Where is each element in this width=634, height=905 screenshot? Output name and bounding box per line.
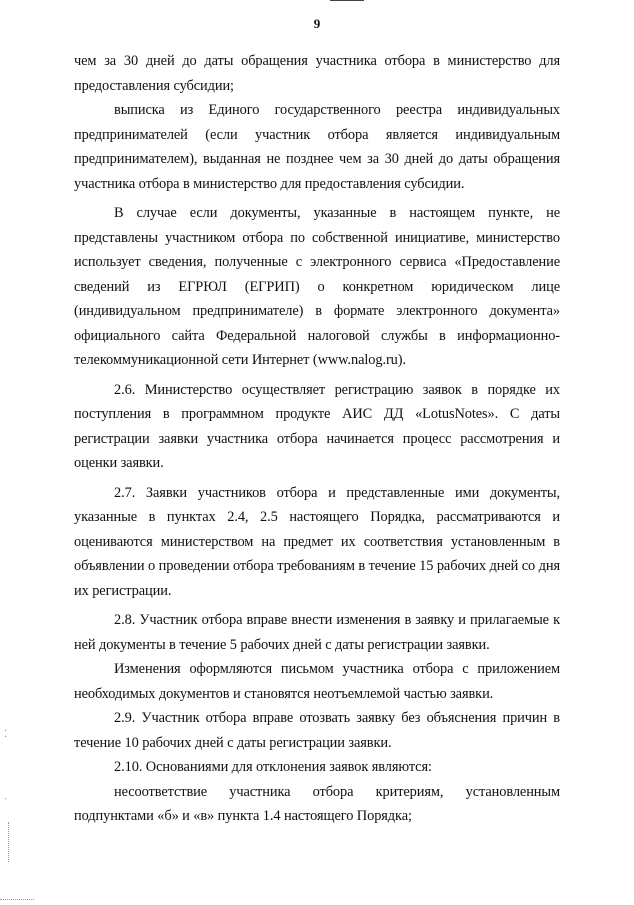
paragraph-continuation: чем за 30 дней до даты обращения участника отбора в министерство для предоставления субсидии; [74,53,560,94]
paragraph-documents-not-submitted: В случае если документы, указанные в настоящем пункте, не представлены участником отбора по собственной инициативе, министерство использует сведения, полученные с электронного сервиса «Предоставление сведений из ЕГРЮЛ (ЕГРИП) о конкретном юридическом лице (индивидуальном предпринимателе) в формате электронного документа» официального сайта Федеральной налоговой службы в информационно-телекоммуникационной сети Интернет (www.nalog.ru). [74,205,560,368]
paragraph-2-6: 2.6. Министерство осуществляет регистрацию заявок в порядке их поступления в программном продукте АИС ДД «LotusNotes». С даты регистрации заявки участника отбора начинается процесс рассмотрения и оценки заявки. [74,381,560,471]
scan-edge-line [330,0,364,1]
document-body [74,49,560,829]
scan-artifact-dots [8,822,10,862]
paragraph-egrip-extract: выписка из Единого государственного реестра индивидуальных предпринимателей (если участник отбора является индивидуальным предпринимателем), выданная не позднее чем за 30 дней до даты обращения участника отбора в министерство для предоставления субсидии. [74,102,560,192]
page-number: 9 [313,16,321,31]
paragraph-2-9: 2.9. Участник отбора вправе отозвать заявку без объяснения причин в течение 10 рабочих дней с даты регистрации заявки. [74,710,560,751]
paragraph-2-10: 2.10. Основаниями для отклонения заявок являются: [114,759,432,775]
scan-artifact-mark: ⁚ [4,729,8,740]
scan-artifact-bottom [0,899,34,901]
paragraph-2-8: 2.8. Участник отбора вправе внести изменения в заявку и прилагаемые к ней документы в течение 5 рабочих дней с даты регистрации заявки. [74,612,560,653]
paragraph-noncompliance: несоответствие участника отбора критериям, установленным подпунктами «б» и «в» пункта 1.4 настоящего Порядка; [74,783,560,824]
paragraph-changes: Изменения оформляются письмом участника отбора с приложением необходимых документов и становятся неотъемлемой частью заявки. [74,661,560,702]
scan-artifact-mark: ˎ [4,789,8,800]
paragraph-2-7: 2.7. Заявки участников отбора и представленные ими документы, указанные в пунктах 2.4, 2.5 настоящего Порядка, рассматриваются и оцениваются министерством на предмет их соответствия установленным в объявлении о проведении отбора требованиям в течение 15 рабочих дней со дня их регистрации. [74,484,560,599]
